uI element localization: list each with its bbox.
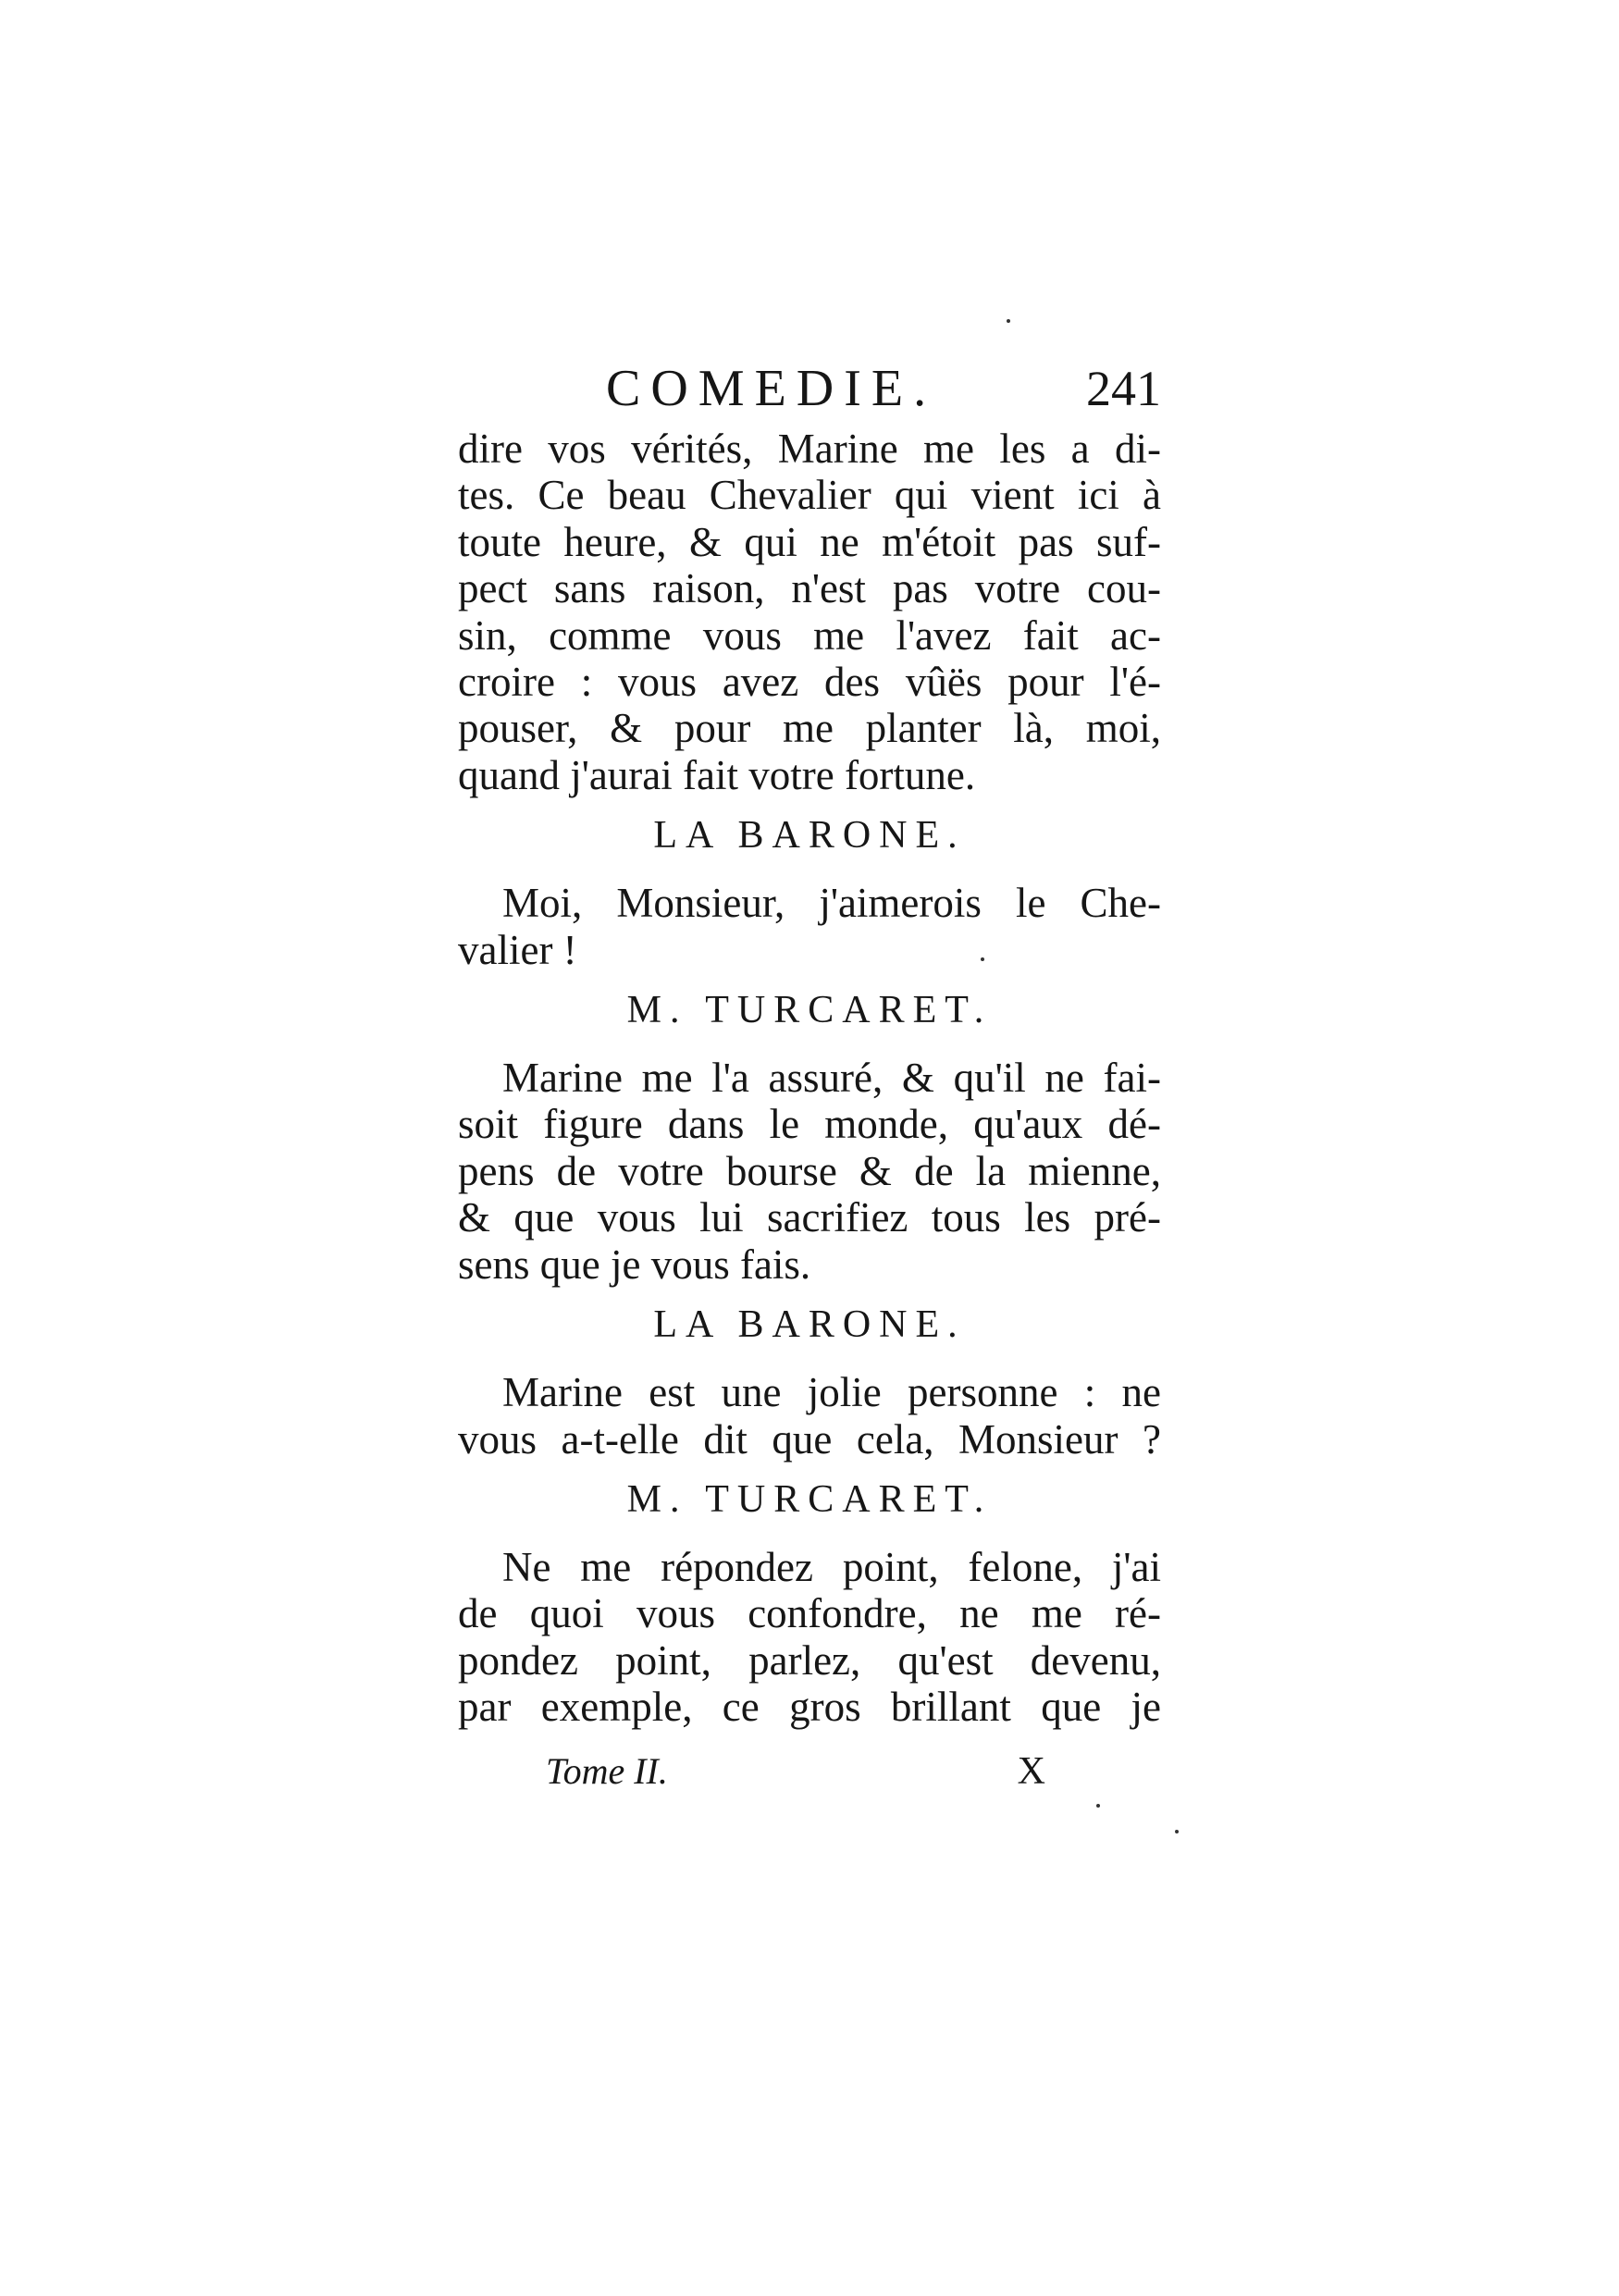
page-footer [546, 1744, 1045, 1799]
text-line: pouser, & pour me planter là, moi, [458, 705, 1161, 752]
paragraph [458, 1055, 1161, 1288]
text-line: toute heure, & qui ne m'étoit pas suf- [458, 518, 1161, 565]
ink-speck [1096, 1804, 1100, 1808]
text-line: pondez point, parlez, qu'est devenu, [458, 1636, 1161, 1684]
text-line: Moi, Monsieur, j'aimerois le Che- [502, 880, 1161, 927]
text-line: pens de votre bourse & de la mienne, [458, 1147, 1161, 1194]
ink-speck [1175, 1830, 1179, 1833]
speaker-name: LA BARONE. [653, 1303, 966, 1347]
running-head-title: COMEDIE. [606, 360, 937, 417]
speaker-name: LA BARONE. [653, 814, 966, 858]
paragraph [458, 426, 1161, 798]
text-line: & que vous lui sacrifiez tous les pré- [458, 1194, 1161, 1241]
text-line: par exemple, ce gros brillant que je [458, 1684, 1161, 1731]
text-line: sin, comme vous me l'avez fait ac- [458, 611, 1161, 659]
text-line: vous a-t-elle dit que cela, Monsieur ? [458, 1415, 1161, 1463]
text-line: pect sans raison, n'est pas votre cou- [458, 565, 1161, 612]
paragraph [458, 880, 1161, 973]
text-line: valier ! [458, 926, 577, 973]
text-line: de quoi vous confondre, ne me ré- [458, 1590, 1161, 1637]
text-line: Ne me répondez point, felone, j'ai [502, 1543, 1161, 1590]
paragraph [458, 1369, 1161, 1463]
text-line: Marine est une jolie personne : ne [502, 1369, 1161, 1416]
text-line: Marine me l'a assuré, & qu'il ne fai- [502, 1055, 1161, 1102]
text-line: soit figure dans le monde, qu'aux dé- [458, 1101, 1161, 1148]
text-block [458, 426, 1161, 1731]
gathering-signature: X [1017, 1750, 1045, 1793]
volume-signature: Tome II. [546, 1750, 668, 1792]
speaker-name: M. TURCARET. [626, 1477, 993, 1521]
text-line: quand j'aurai fait votre fortune. [458, 751, 976, 798]
text-line: dire vos vérités, Marine me les a di- [458, 426, 1161, 472]
page-number: 241 [1086, 361, 1161, 416]
paragraph [458, 1544, 1161, 1731]
speaker-name: M. TURCARET. [626, 989, 993, 1032]
text-line: sens que je vous fais. [458, 1241, 811, 1288]
running-head [606, 356, 1161, 421]
text-line: tes. Ce beau Chevalier qui vient ici à [458, 472, 1161, 519]
ink-speck [1007, 319, 1010, 323]
ink-speck [981, 957, 984, 961]
text-line: croire : vous avez des vûës pour l'é- [458, 659, 1161, 706]
